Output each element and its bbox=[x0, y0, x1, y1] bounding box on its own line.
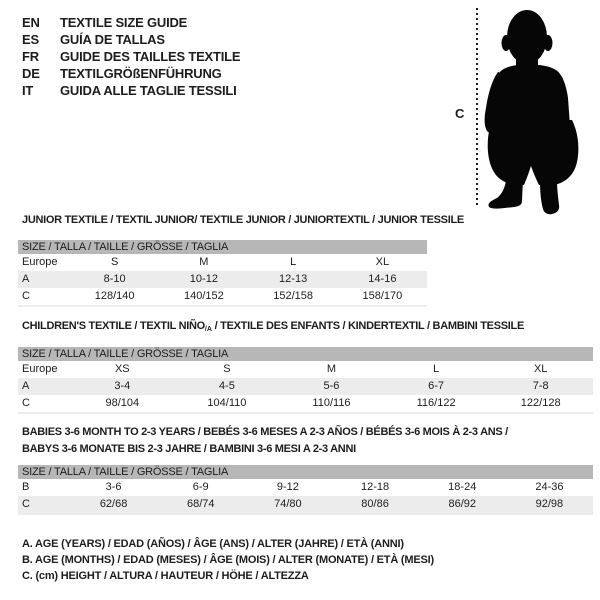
row-label: A bbox=[22, 273, 30, 285]
table-cell: 62/68 bbox=[99, 498, 128, 510]
table-cell: S bbox=[110, 256, 119, 268]
row-label: Europe bbox=[22, 256, 58, 268]
table-cell: 3-6 bbox=[105, 481, 122, 493]
table-title-line bbox=[22, 441, 593, 458]
table-row bbox=[18, 254, 427, 271]
table-cell: 158/170 bbox=[362, 290, 403, 302]
table-cell: S bbox=[223, 363, 231, 375]
table-row bbox=[18, 378, 593, 395]
table-title-line bbox=[22, 320, 593, 334]
table-cell: 7-8 bbox=[532, 380, 549, 392]
row-label: C bbox=[22, 498, 30, 510]
table-title-text: /A bbox=[204, 326, 212, 333]
language-code: EN bbox=[22, 15, 40, 30]
table-cell: 9-12 bbox=[276, 481, 299, 493]
language-row bbox=[22, 48, 240, 65]
table-cell: 140/152 bbox=[183, 290, 224, 302]
table-cell: 10-12 bbox=[189, 273, 218, 285]
table-row bbox=[18, 271, 427, 288]
table-title-line bbox=[22, 424, 593, 441]
size-header-bar: SIZE / TALLA / TAILLE / GRÖSSE / TAGLIA bbox=[18, 347, 593, 361]
table-cell: 86/92 bbox=[448, 498, 476, 510]
table-title-text: JUNIOR TEXTILE / TEXTIL JUNIOR/ TEXTILE JUNIOR / JUNIORTEXTIL / JUNIOR TESSILE bbox=[22, 214, 464, 226]
baby-silhouette-icon bbox=[482, 2, 598, 216]
table-row bbox=[18, 361, 593, 378]
footnote-line: B. AGE (MONTHS) / EDAD (MESES) / ÂGE (MOIS) / ALTER (MONATE) / ETÀ (MESI) bbox=[22, 554, 434, 566]
table-cell: 152/158 bbox=[273, 290, 313, 302]
table-cell: 12-13 bbox=[279, 273, 308, 285]
language-code: DE bbox=[22, 66, 40, 81]
table-cell: 68/74 bbox=[186, 498, 215, 510]
table-row bbox=[18, 479, 593, 496]
table-cell: 24-36 bbox=[535, 481, 564, 493]
table-title bbox=[22, 424, 593, 458]
language-code: ES bbox=[22, 32, 39, 47]
language-label: TEXTILGRÖßENFÜHRUNG bbox=[60, 66, 222, 81]
language-row bbox=[22, 31, 240, 48]
table-cell: L bbox=[433, 363, 440, 375]
table-rows bbox=[18, 479, 593, 515]
language-row bbox=[22, 65, 240, 82]
language-label: GUÍA DE TALLAS bbox=[60, 32, 165, 47]
table-rows bbox=[18, 361, 593, 414]
table-cell: 98/104 bbox=[105, 397, 140, 409]
table-title-text: BABIES 3-6 MONTH TO 2-3 YEARS / BEBÉS 3-6 MESES A 2-3 AÑOS / BÉBÉS 3-6 MOIS À 2-3 ANS / bbox=[22, 426, 508, 438]
table-cell: 6-9 bbox=[192, 481, 209, 493]
size-table-children bbox=[18, 320, 593, 414]
table-cell: XS bbox=[114, 363, 130, 375]
row-label: C bbox=[22, 290, 30, 302]
language-label: GUIDA ALLE TAGLIE TESSILI bbox=[60, 83, 237, 98]
language-row bbox=[22, 14, 240, 31]
size-header-bar: SIZE / TALLA / TAILLE / GRÖSSE / TAGLIA bbox=[18, 465, 593, 479]
size-table-junior bbox=[18, 214, 464, 307]
language-header bbox=[22, 14, 240, 99]
table-cell: 122/128 bbox=[520, 397, 561, 409]
row-label: C bbox=[22, 397, 30, 409]
size-header-bar: SIZE / TALLA / TAILLE / GRÖSSE / TAGLIA bbox=[18, 240, 427, 254]
table-cell: M bbox=[326, 363, 337, 375]
footnotes bbox=[22, 536, 434, 584]
table-cell: 3-4 bbox=[114, 380, 131, 392]
table-row bbox=[18, 496, 593, 513]
height-measure-dotted-line bbox=[476, 8, 478, 208]
size-table-babies bbox=[18, 424, 593, 515]
table-title-text: / TEXTILE DES ENFANTS / KINDERTEXTIL / BAMBINI TESSILE bbox=[211, 320, 524, 332]
table-cell: 116/122 bbox=[416, 397, 456, 409]
table-title bbox=[22, 320, 593, 334]
table-title-line bbox=[22, 214, 464, 227]
table-row bbox=[18, 395, 593, 412]
table-title bbox=[22, 214, 464, 227]
table-cell: M bbox=[199, 256, 209, 268]
table-title-text: BABYS 3-6 MONATE BIS 2-3 JAHRE / BAMBINI 3-6 MESI A 2-3 ANNI bbox=[22, 443, 356, 455]
language-label: GUIDE DES TAILLES TEXTILE bbox=[60, 49, 241, 64]
table-cell: 74/80 bbox=[274, 498, 302, 510]
table-cell: 12-18 bbox=[361, 481, 390, 493]
row-label: A bbox=[22, 380, 30, 392]
language-row bbox=[22, 82, 240, 99]
language-code: FR bbox=[22, 49, 39, 64]
height-measure-label: C bbox=[455, 106, 465, 121]
table-cell: 104/110 bbox=[207, 397, 247, 409]
language-code: IT bbox=[22, 83, 34, 98]
table-cell: 110/116 bbox=[312, 397, 351, 409]
table-cell: 8-10 bbox=[103, 273, 126, 285]
table-cell: 4-5 bbox=[218, 380, 235, 392]
table-cell: 92/98 bbox=[535, 498, 564, 510]
footnote-line: C. (cm) HEIGHT / ALTURA / HAUTEUR / HÖHE / ALTEZZA bbox=[22, 570, 309, 582]
table-cell: XL bbox=[375, 256, 390, 268]
table-cell: 5-6 bbox=[323, 380, 340, 392]
table-rows bbox=[18, 254, 427, 307]
table-cell: XL bbox=[533, 363, 548, 375]
language-label: TEXTILE SIZE GUIDE bbox=[60, 15, 188, 30]
table-cell: 14-16 bbox=[368, 273, 397, 285]
table-cell: 18-24 bbox=[448, 481, 477, 493]
row-label: Europe bbox=[22, 363, 58, 375]
table-title-text: CHILDREN'S TEXTILE / TEXTIL NIÑO bbox=[22, 320, 205, 332]
table-row bbox=[18, 288, 427, 305]
table-cell: 6-7 bbox=[428, 380, 445, 392]
table-cell: 80/86 bbox=[361, 498, 389, 510]
row-label: B bbox=[22, 481, 30, 493]
table-cell: L bbox=[290, 256, 297, 268]
footnote-line: A. AGE (YEARS) / EDAD (AÑOS) / ÂGE (ANS) / ALTER (JAHRE) / ETÀ (ANNI) bbox=[22, 538, 404, 550]
table-cell: 128/140 bbox=[94, 290, 135, 302]
